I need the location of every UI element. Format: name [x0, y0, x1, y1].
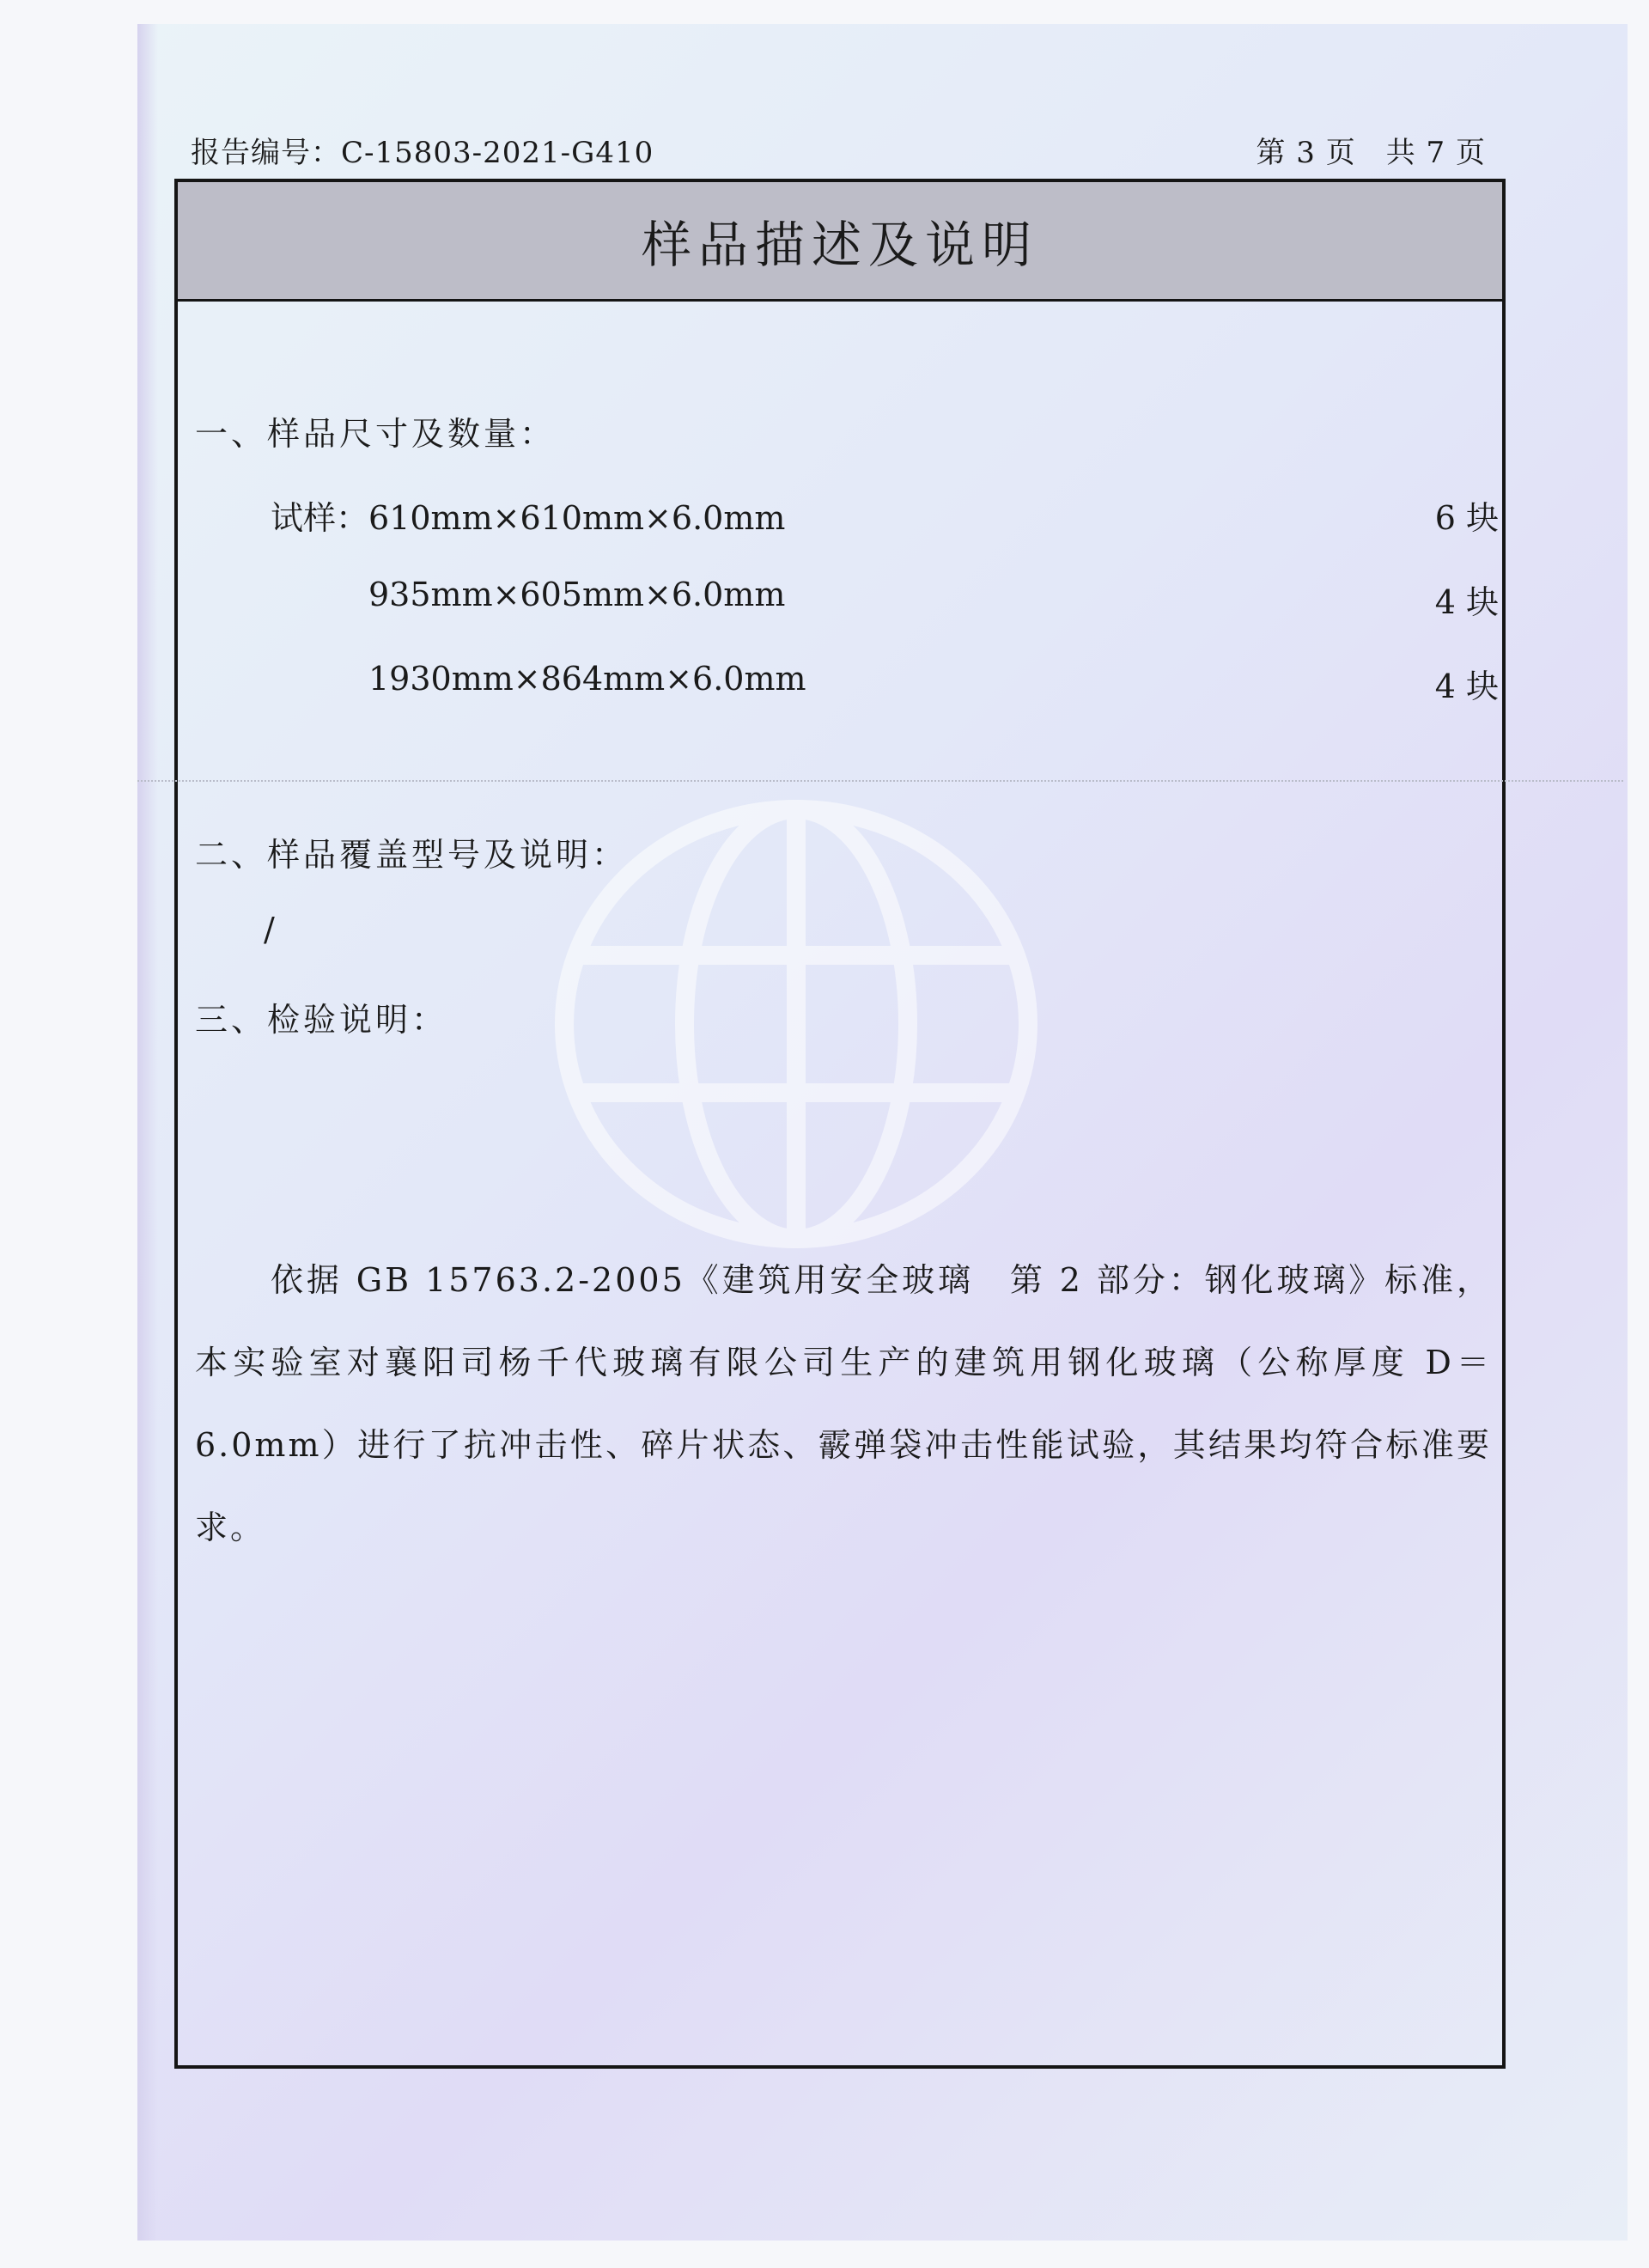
inspection-paragraph: 依据 GB 15763.2-2005《建筑用安全玻璃 第 2 部分：钢化玻璃》标准，本实验室对襄阳司杨千代玻璃有限公司生产的建筑用钢化玻璃（公称厚度 D＝6.0mm）进行了抗冲击性、碎片状态、霰弹袋冲击性能试验，其结果均符合标准要求。 — [195, 1261, 1492, 1546]
content-frame — [174, 179, 1506, 2069]
dotted-divider — [137, 780, 1623, 782]
sample-qty: 6 块 — [1434, 499, 1499, 537]
sample-qty: 4 块 — [1434, 583, 1499, 621]
section2-heading: 二、样品覆盖型号及说明： — [195, 836, 629, 874]
report-number: 报告编号：C-15803-2021-G410 — [191, 136, 654, 170]
sample-size: 1930mm×864mm×6.0mm — [368, 660, 806, 698]
sample-size: 935mm×605mm×6.0mm — [368, 576, 786, 613]
title-band — [178, 182, 1502, 302]
sample-size: 610mm×610mm×6.0mm — [368, 499, 786, 537]
page-indicator: 第 3 页 共 7 页 — [1256, 136, 1486, 170]
paper-edge-shadow — [137, 24, 158, 2241]
sample-row-2 — [368, 576, 1499, 623]
section1-heading: 一、样品尺寸及数量： — [195, 415, 557, 453]
section2-content: / — [264, 911, 275, 948]
sample-row-1 — [271, 491, 1499, 539]
section3-heading: 三、检验说明： — [195, 1001, 448, 1039]
sample-qty: 4 块 — [1434, 668, 1499, 705]
sample-label: 试样： — [271, 499, 369, 537]
page-header — [191, 129, 1486, 171]
sample-row-3 — [368, 660, 1499, 707]
page-title: 样品描述及说明 — [641, 216, 1038, 274]
